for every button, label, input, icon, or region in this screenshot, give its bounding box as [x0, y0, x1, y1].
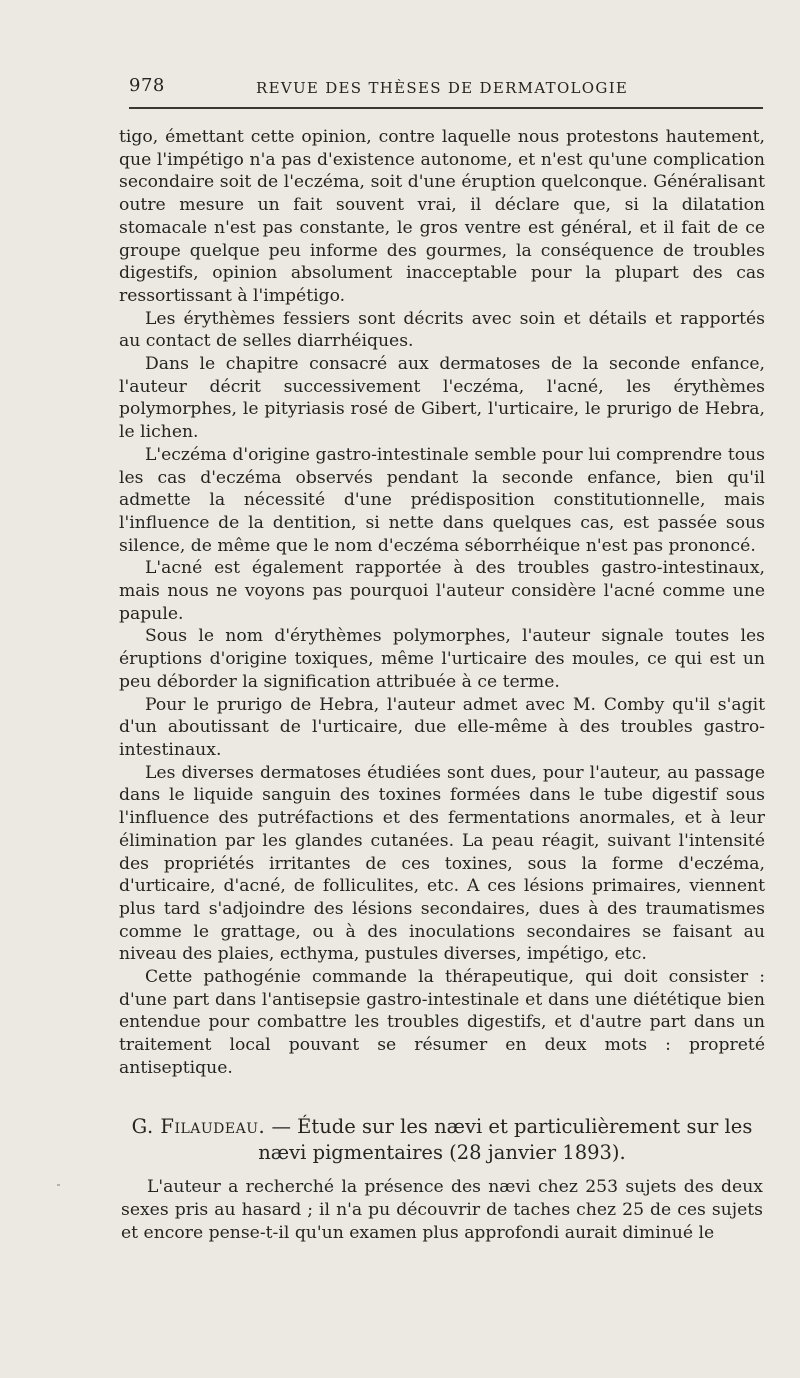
- thesis-entry: [121, 1114, 763, 1244]
- paragraph: Les érythèmes fessiers sont décrits avec soin et détails et rapportés au contact de selles diarrhéiques.: [119, 308, 765, 352]
- thesis-summary-paragraph: L'auteur a recherché la présence des nævi chez 253 sujets des deux sexes pris au hasard ; il n'a pu découvrir de taches chez 25 de ces sujets et encore pense-t-il qu'un examen plus approfondi aurait diminué le: [121, 1177, 763, 1243]
- page-number: 978: [129, 75, 165, 96]
- paragraph-continuation: tigo, émettant cette opinion, contre laquelle nous protestons hautement, que l'impétigo n'a pas d'existence autonome, et n'est qu'une complication secondaire soit de l'eczéma, soit d'une éruption quelconque. Généralisant outre mesure un fait souvent vrai, il déclare que, si la dilatation stomacale n'est pas constante, le gros ventre est général, et il fait de ce groupe quelque peu informe des gourmes, la conséquence de troubles digestifs, opinion absolument inacceptable pour la plupart des cas ressortissant à l'impétigo.: [119, 127, 765, 306]
- paragraph: Dans le chapitre consacré aux dermatoses de la seconde enfance, l'auteur décrit successivement l'eczéma, l'acné, les érythèmes polymorphes, le pityriasis rosé de Gibert, l'urticaire, le prurigo de Hebra, le lichen.: [119, 354, 765, 443]
- paragraph: Les diverses dermatoses étudiées sont dues, pour l'auteur, au passage dans le liquide sanguin des toxines formées dans le tube digestif sous l'influence des putréfactions et des fermentations anormales, et à leur élimination par les glandes cutanées. La peau réagit, suivant l'intensité des propriétés irritantes de ces toxines, sous la forme d'eczéma, d'urticaire, d'acné, de folliculites, etc. A ces lésions primaires, viennent plus tard s'adjoindre des lésions secondaires, dues à des traumatismes comme le grattage, ou à des inoculations secondaires se faisant au niveau des plaies, ecthyma, pustules diverses, impétigo, etc.: [119, 762, 765, 965]
- scan-speck: [57, 1184, 60, 1186]
- section-heading: [121, 1114, 763, 1166]
- article-body: [119, 126, 765, 1080]
- paragraph: Cette pathogénie commande la thérapeutique, qui doit consister : d'une part dans l'antisepsie gastro-intestinale et dans une diététique bien entendue pour combattre les troubles digestifs, et d'autre part dans un traitement local pouvant se résumer en deux mots : propreté antiseptique.: [119, 967, 765, 1078]
- paragraph: Sous le nom d'érythèmes polymorphes, l'auteur signale toutes les éruptions d'origine toxiques, même l'urticaire des moules, ce qui est un peu déborder la signification attribuée à ce terme.: [119, 626, 765, 692]
- running-title: REVUE DES THÈSES DE DERMATOLOGIE: [256, 79, 629, 97]
- paragraph: Pour le prurigo de Hebra, l'auteur admet avec M. Comby qu'il s'agit d'un aboutissant de l'urticaire, due elle-même à des troubles gastro-intestinaux.: [119, 694, 765, 760]
- page-header: [129, 71, 763, 109]
- paragraph: L'acné est également rapportée à des troubles gastro-intestinaux, mais nous ne voyons pas pourquoi l'auteur considère l'acné comme une papule.: [119, 558, 765, 624]
- thesis-author: G. Filaudeau.: [131, 1115, 266, 1138]
- paragraph: L'eczéma d'origine gastro-intestinale semble pour lui comprendre tous les cas d'eczéma observés pendant la seconde enfance, bien qu'il admette la nécessité d'une prédisposition constitutionnelle, mais l'influence de la dentition, si nette dans quelques cas, est passée sous silence, de même que le nom d'eczéma séborrhéique n'est pas prononcé.: [119, 444, 765, 556]
- thesis-title: — Étude sur les nævi et particulièrement sur les nævi pigmentaires (28 janvier 1893).: [258, 1115, 753, 1164]
